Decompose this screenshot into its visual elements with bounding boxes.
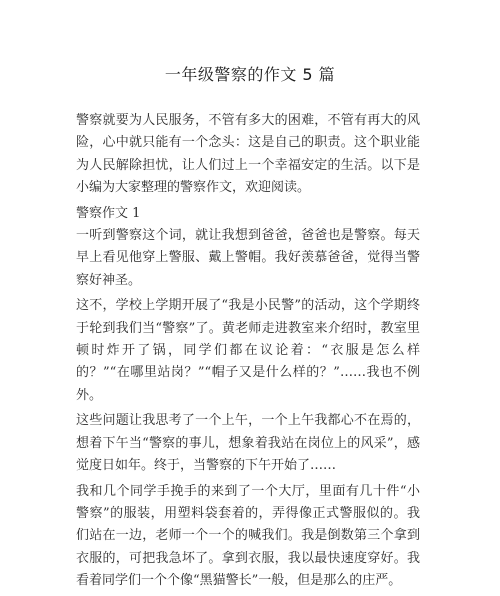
body-paragraph: 我和几个同学手挽手的来到了一个大厅，里面有几十件“小警察”的服装，用塑料袋套着的，弄得像正式警服似的。我们站在一边，老师一个一个的喊我们。我是倒数第三个拿到衣服的，可把我急坏了。拿到衣服，我以最快速度穿好。我看着同学们一个个像“黑猫警长”一般，但是那么的庄严。 — [76, 483, 420, 589]
body-paragraph: 这些问题让我思考了一个上午，一个上午我都心不在焉的，想着下午当“警察的事儿，想象着我站在岗位上的风采”，感觉度日如年。终于，当警察的下午开始了…… — [76, 413, 420, 474]
body-paragraph: 一听到警察这个词，就让我想到爸爸，爸爸也是警察。每天早上看见他穿上警服、戴上警帽。我好羡慕爸爸，觉得当警察好神圣。 — [76, 228, 420, 288]
intro-paragraph: 警察就要为人民服务，不管有多大的困难，不管有再大的风险，心中就只能有一个念头：这是自己的职责。这个职业能为人民解除担忧，让人们过上一个幸福安定的生活。以下是小编为大家整理的警察作文，欢迎阅读。 — [76, 113, 420, 196]
section-heading: 警察作文 1 — [76, 205, 141, 221]
article-body — [76, 110, 420, 596]
article-title: 一年级警察的作文 5 篇 — [164, 65, 336, 84]
body-paragraph: 这不，学校上学期开展了“我是小民警”的活动，这个学期终于轮到我们当“警察”了。黄老师走进教室来介绍时，教室里顿时炸开了锅，同学们都在议论着：“衣服是怎么样的？”“在哪里站岗？”“帽子又是什么样的？”……我也不例外。 — [76, 298, 420, 403]
